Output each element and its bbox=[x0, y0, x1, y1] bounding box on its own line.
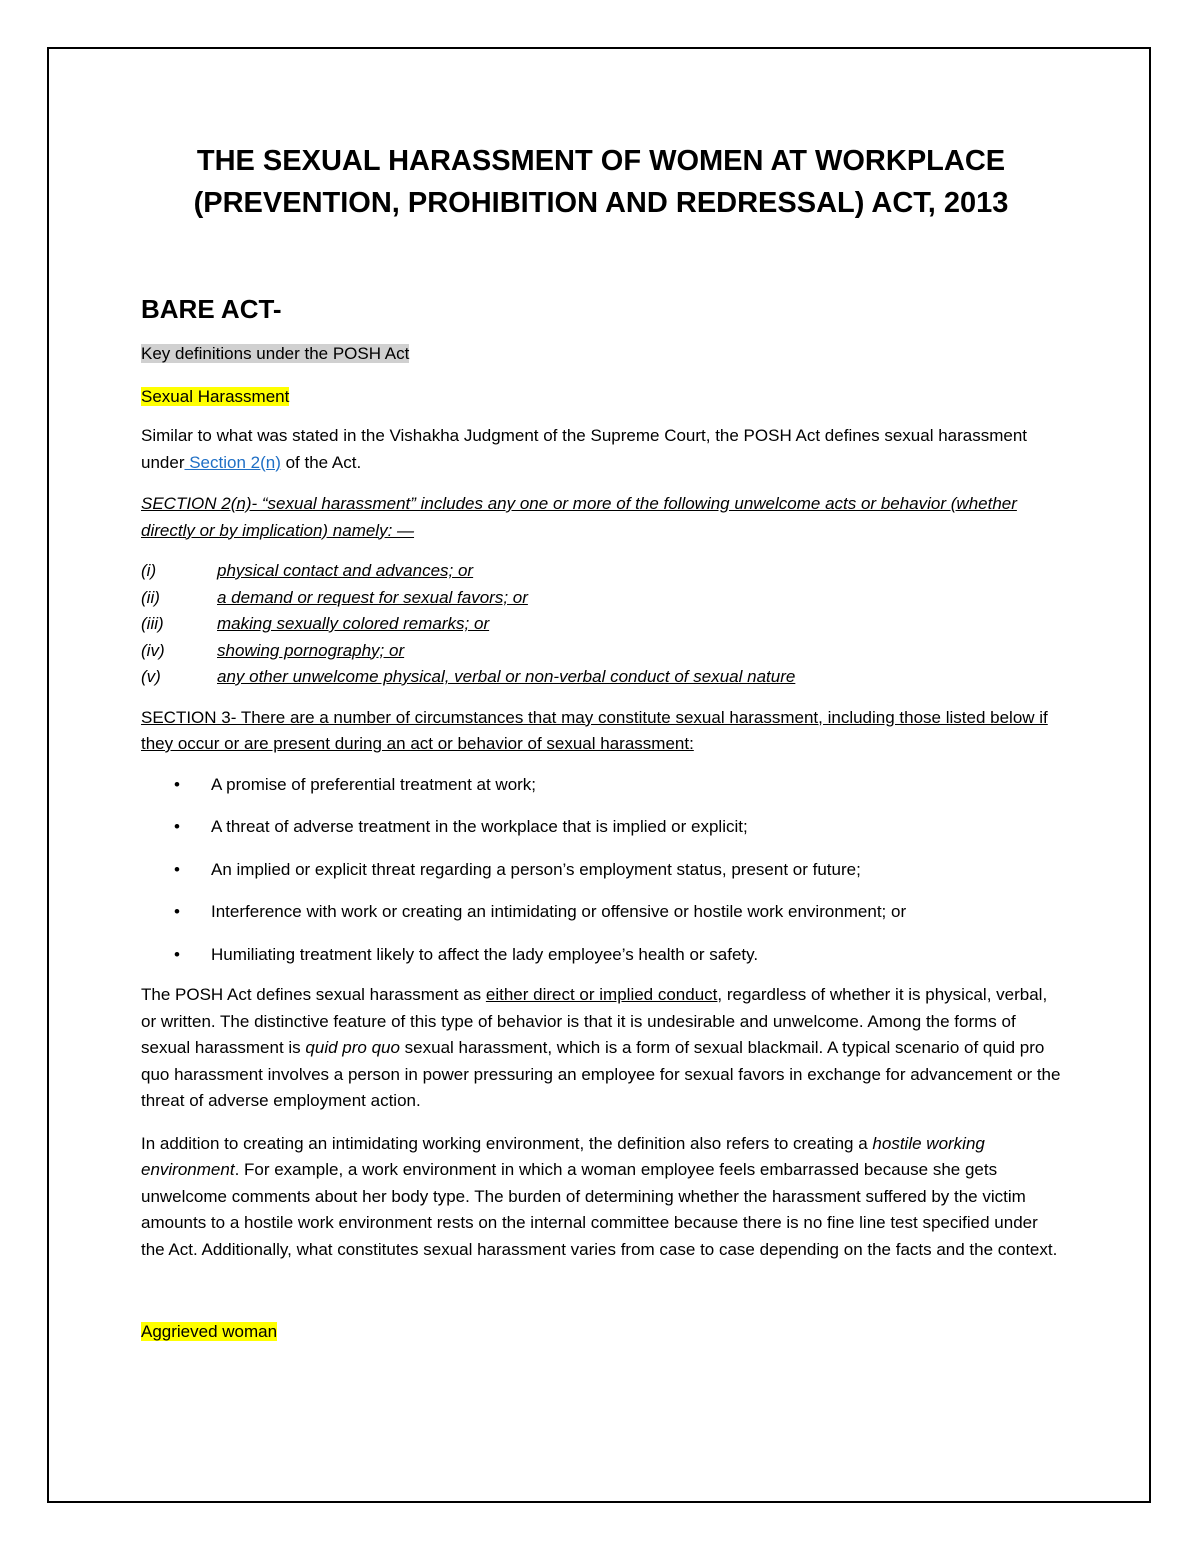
act-number: (i) bbox=[141, 561, 157, 580]
bullet-icon: • bbox=[174, 817, 180, 836]
circumstance-text: Humiliating treatment likely to affect the lady employee’s health or safety. bbox=[211, 944, 759, 964]
circumstance-item bbox=[141, 899, 1061, 926]
document-body bbox=[141, 140, 1061, 1346]
act-text: physical contact and advances; or bbox=[217, 561, 474, 580]
circumstance-item bbox=[141, 772, 1061, 799]
bullet-icon: • bbox=[174, 774, 180, 794]
act-number: (ii) bbox=[141, 587, 160, 607]
circumstance-text: Interference with work or creating an intimidating or offensive or hostile work environment; or bbox=[211, 902, 907, 921]
section-3-text: SECTION 3- There are a number of circumstances that may constitute sexual harassment, including those listed below if they occur or are present during an act or behavior of sexual harassment: bbox=[141, 707, 1048, 753]
act-text: a demand or request for sexual favors; or bbox=[217, 587, 528, 607]
sexual-harassment-heading: Sexual Harassment bbox=[141, 386, 290, 406]
circumstance-text: A promise of preferential treatment at work; bbox=[211, 774, 537, 794]
intro-paragraph: Similar to what was stated in the Vishakha Judgment of the Supreme Court, the POSH Act defines sexual harassment under Section 2(n) of the Act. bbox=[141, 426, 1028, 472]
circumstances-list bbox=[141, 772, 1061, 969]
act-text: making sexually colored remarks; or bbox=[217, 614, 490, 633]
posh-definition-paragraph: The POSH Act defines sexual harassment as either direct or implied conduct, regardless of whether it is physical, verbal, or written. The distinctive feature of this type of behavior is that it is undesirable and unwelcome. Among the forms of sexual harassment is quid pro quo sexual harassment, which is a form of sexual blackmail. A typical scenario of quid pro quo harassment involves a person in power pressuring an employee for sexual favors in exchange for advancement or the threat of adverse employment action. bbox=[141, 985, 1061, 1110]
act-item bbox=[141, 558, 1061, 585]
acts-list bbox=[141, 558, 1061, 691]
bullet-icon: • bbox=[174, 944, 180, 964]
act-item bbox=[141, 585, 1061, 612]
circumstance-text: A threat of adverse treatment in the workplace that is implied or explicit; bbox=[211, 817, 748, 836]
circumstance-text: An implied or explicit threat regarding a person’s employment status, present or future; bbox=[211, 859, 861, 879]
key-definitions-heading: Key definitions under the POSH Act bbox=[141, 344, 410, 363]
document-title bbox=[141, 140, 1061, 224]
aggrieved-woman-heading: Aggrieved woman bbox=[141, 1322, 278, 1341]
bare-act-heading: BARE ACT- bbox=[141, 294, 282, 324]
hostile-environment-paragraph: In addition to creating an intimidating working environment, the definition also refers to creating a hostile working environment. For example, a work environment in which a woman employee feels embarrassed because she gets unwelcome comments about her body type. The burden of determining whether the harassment suffered by the victim amounts to a hostile work environment rests on the internal committee because there is no fine line test specified under the Act. Additionally, what constitutes sexual harassment varies from case to case depending on the facts and the context. bbox=[141, 1133, 1058, 1259]
circumstance-item bbox=[141, 942, 1061, 969]
act-item bbox=[141, 664, 1061, 691]
circumstance-item bbox=[141, 814, 1061, 841]
act-text: showing pornography; or bbox=[217, 640, 405, 660]
circumstance-item bbox=[141, 857, 1061, 884]
act-item bbox=[141, 638, 1061, 665]
bullet-icon: • bbox=[174, 859, 180, 879]
act-number: (iii) bbox=[141, 614, 164, 633]
section-2n-definition: SECTION 2(n)- “sexual harassment” includes any one or more of the following unwelcome acts or behavior (whether directly or by implication) namely: — bbox=[141, 494, 1017, 540]
act-item bbox=[141, 611, 1061, 638]
title-line-2: (PREVENTION, PROHIBITION AND REDRESSAL) ACT, 2013 bbox=[193, 187, 1009, 219]
title-line-1: THE SEXUAL HARASSMENT OF WOMEN AT WORKPLACE bbox=[196, 145, 1006, 177]
act-number: (iv) bbox=[141, 640, 165, 660]
act-number: (v) bbox=[141, 667, 161, 686]
section-2n-link[interactable]: Section 2(n) bbox=[184, 452, 281, 472]
bullet-icon: • bbox=[174, 902, 180, 921]
act-text: any other unwelcome physical, verbal or non-verbal conduct of sexual nature bbox=[217, 667, 796, 686]
